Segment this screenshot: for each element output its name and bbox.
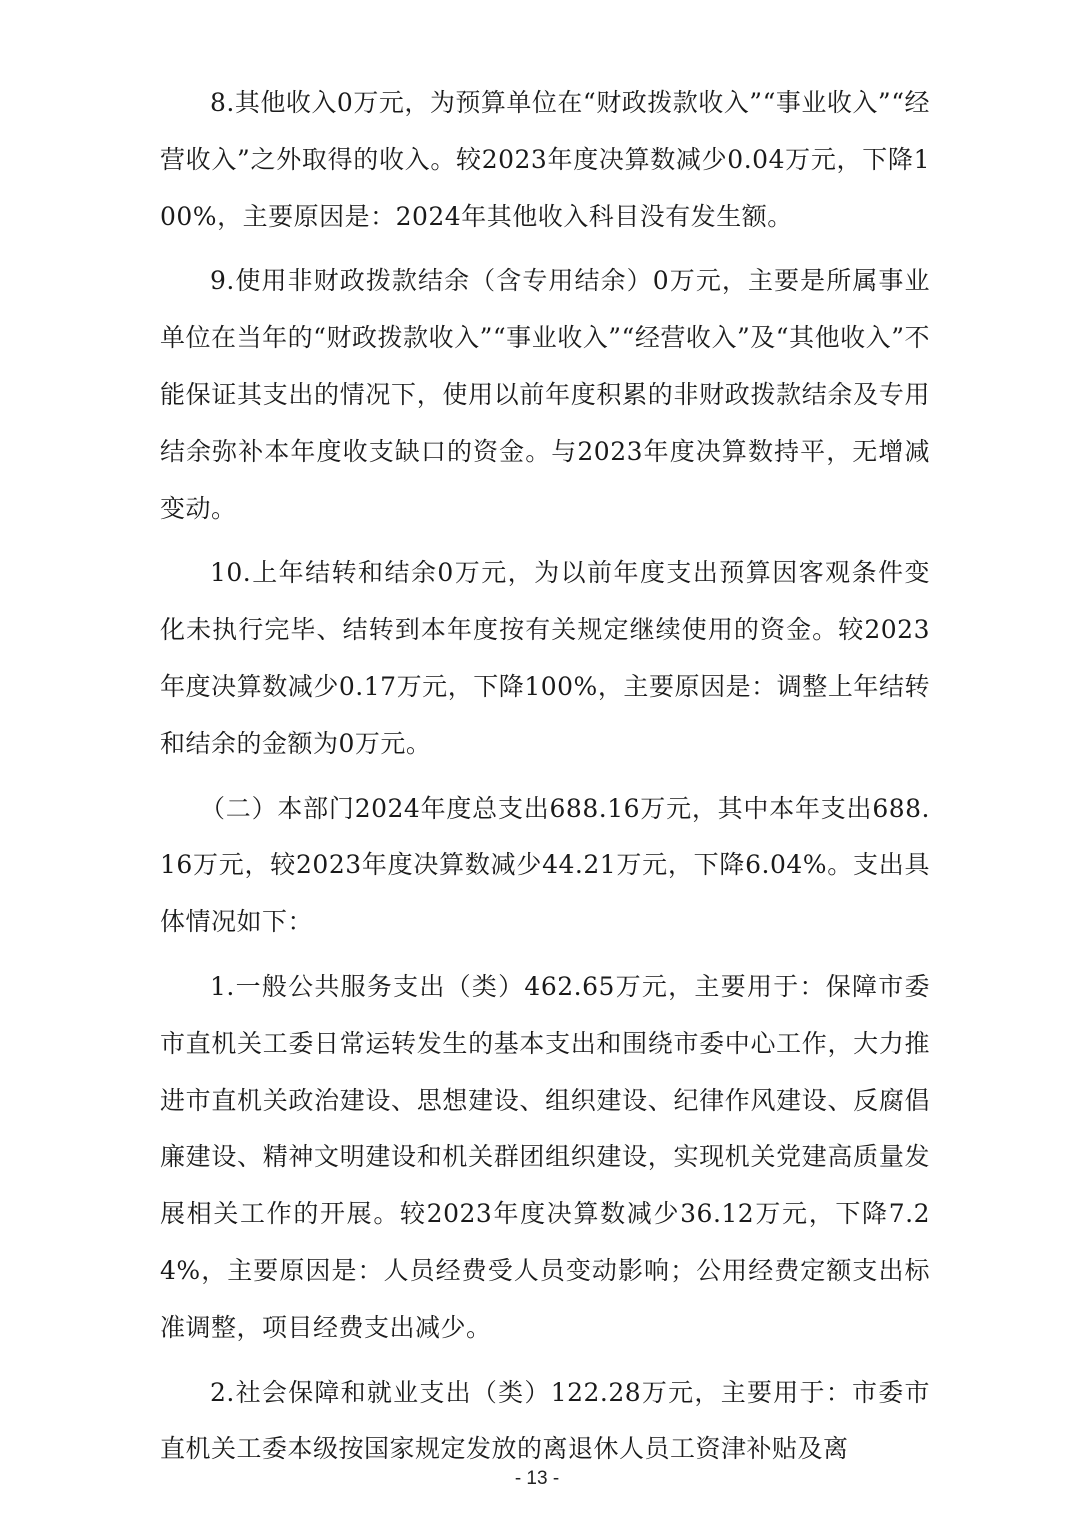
paragraph-general-public-services: 1.一般公共服务支出（类）462.65万元，主要用于：保障市委市直机关工委日常运转发生的基本支出和围绕市委中心工作，大力推进市直机关政治建设、思想建设、组织建设、纪律作风建设、反腐倡廉建设、精神文明建设和机关群团组织建设，实现机关党建高质量发展相关工作的开展。较2023年度决算数减少36.12万元，下降7.24%，主要原因是：人员经费受人员变动影响；公用经费定额支出标准调整，项目经费支出减少。 [160,971,930,1342]
section-total-expenditure: （二）本部门2024年度总支出688.16万元，其中本年支出688.16万元，较2023年度决算数减少44.21万元，下降6.04%。支出具体情况如下： [160,793,930,937]
paragraph-other-income: 8.其他收入0万元，为预算单位在“财政拨款收入”“事业收入”“经营收入”之外取得的收入。较2023年度决算数减少0.04万元，下降100%，主要原因是：2024年其他收入科目没有发生额。 [160,88,930,231]
paragraph-non-fiscal-surplus: 9.使用非财政拨款结余（含专用结余）0万元，主要是所属事业单位在当年的“财政拨款收入”“事业收入”“经营收入”及“其他收入”不能保证其支出的情况下，使用以前年度积累的非财政拨款结余及专用结余弥补本年度收支缺口的资金。与2023年度决算数持平，无增减变动。 [160,266,930,523]
page-number: - 13 - [514,1468,560,1489]
document-body [160,75,930,1486]
paragraph-social-security: 2.社会保障和就业支出（类）122.28万元，主要用于：市委市直机关工委本级按国家规定发放的离退休人员工资津补贴及离 [160,1377,930,1464]
paragraph-carryover-balance: 10.上年结转和结余0万元，为以前年度支出预算因客观条件变化未执行完毕、结转到本年度按有关规定继续使用的资金。较2023年度决算数减少0.17万元，下降100%，主要原因是：调整上年结转和结余的金额为0万元。 [160,558,930,758]
